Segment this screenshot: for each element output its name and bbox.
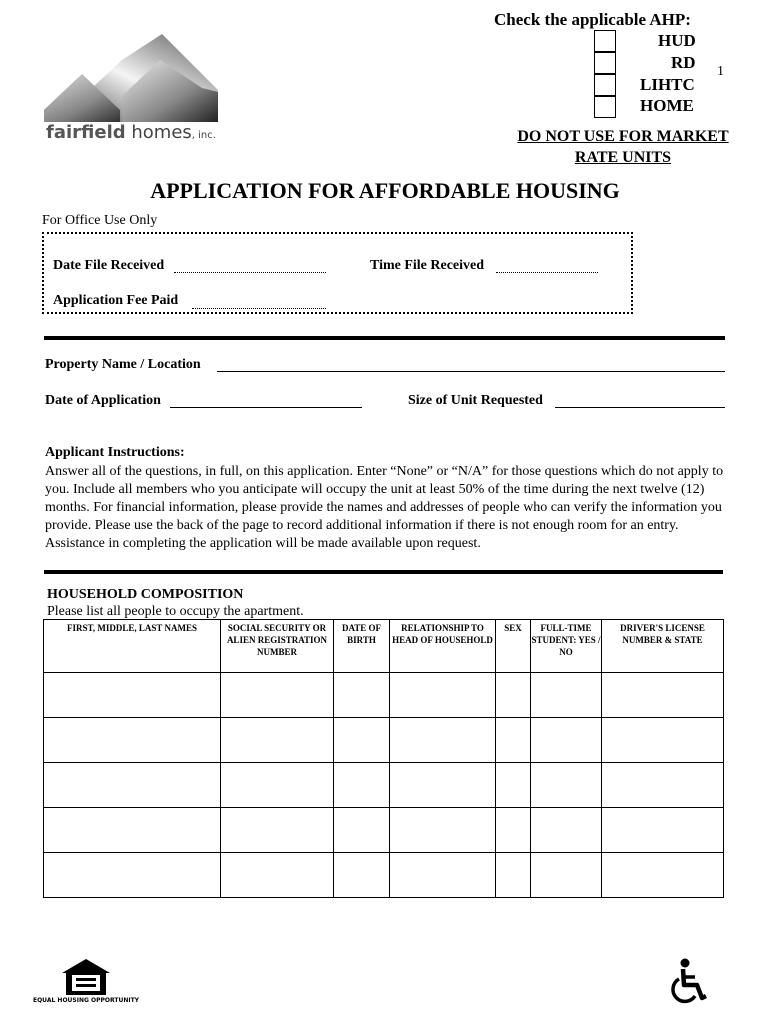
table-cell[interactable] (44, 763, 221, 808)
page-title: APPLICATION FOR AFFORDABLE HOUSING (150, 178, 620, 203)
table-row (44, 718, 724, 763)
date-of-application-field[interactable] (170, 407, 362, 408)
table-cell[interactable] (44, 718, 221, 763)
date-of-application-label: Date of Application (45, 393, 161, 408)
instructions-body: Answer all of the questions, in full, on this application. Enter “None” or “N/A” for those questions which do not apply to you. Include all members who you anticipate will occupy the unit at least 50% of the time during the next twelve (12) months. For financial information, please provide the names and addresses of people who can verify the information you provide. Please use the back of the page to record additional information if there is not enough room for an entry. Assistance in completing the application will be made available upon request. (45, 464, 724, 551)
column-header-license: DRIVER'S LICENSE NUMBER & STATE (602, 620, 724, 673)
table-cell[interactable] (221, 808, 334, 853)
table-cell[interactable] (390, 718, 496, 763)
table-cell[interactable] (390, 673, 496, 718)
table-cell[interactable] (496, 808, 531, 853)
table-cell[interactable] (602, 718, 724, 763)
table-cell[interactable] (390, 808, 496, 853)
office-use-heading: For Office Use Only (42, 213, 158, 228)
table-cell[interactable] (531, 763, 602, 808)
table-cell[interactable] (531, 673, 602, 718)
ahp-option-lihtc: LIHTC (640, 75, 695, 94)
table-cell[interactable] (334, 808, 390, 853)
table-cell[interactable] (531, 808, 602, 853)
table-cell[interactable] (602, 808, 724, 853)
ahp-title: Check the applicable AHP: (494, 10, 691, 29)
table-cell[interactable] (390, 853, 496, 898)
table-row (44, 853, 724, 898)
household-subtitle: Please list all people to occupy the apartment. (47, 604, 304, 619)
table-cell[interactable] (334, 718, 390, 763)
market-warning-line1: DO NOT USE FOR MARKET (517, 128, 729, 145)
ahp-option-hud: HUD (658, 31, 696, 50)
table-cell[interactable] (602, 763, 724, 808)
table-cell[interactable] (221, 673, 334, 718)
table-header-row (44, 620, 724, 673)
table-row (44, 808, 724, 853)
table-cell[interactable] (390, 763, 496, 808)
table-cell[interactable] (221, 718, 334, 763)
logo-brand-suffix: , inc. (191, 130, 216, 141)
column-header-relationship: RELATIONSHIP TO HEAD OF HOUSEHOLD (390, 620, 496, 673)
column-header-dob: DATE OF BIRTH (334, 620, 390, 673)
market-warning-line2: RATE UNITS (574, 149, 672, 166)
rd-checkbox[interactable] (594, 52, 616, 74)
application-fee-paid-label: Application Fee Paid (53, 293, 179, 308)
application-fee-paid-field[interactable] (192, 308, 326, 309)
household-table (43, 619, 724, 898)
date-file-received-label: Date File Received (53, 258, 165, 273)
hud-checkbox[interactable] (594, 30, 616, 52)
logo-wordmark (46, 122, 216, 143)
column-header-ssn: SOCIAL SECURITY OR ALIEN REGISTRATION NUMBER (221, 620, 334, 673)
table-cell[interactable] (496, 853, 531, 898)
column-header-names: FIRST, MIDDLE, LAST NAMES (44, 620, 221, 673)
time-file-received-field[interactable] (496, 272, 598, 273)
equal-housing-opportunity-icon (32, 957, 140, 1009)
page-number: 1 (717, 64, 724, 79)
logo-brand-light: homes (125, 122, 192, 143)
wheelchair-accessible-icon (668, 958, 708, 1006)
table-cell[interactable] (221, 853, 334, 898)
market-rate-warning (505, 126, 741, 168)
table-row (44, 673, 724, 718)
instructions-title: Applicant Instructions: (45, 445, 185, 460)
ahp-option-home: HOME (640, 96, 694, 115)
table-cell[interactable] (602, 673, 724, 718)
table-cell[interactable] (531, 853, 602, 898)
lihtc-checkbox[interactable] (594, 74, 616, 96)
time-file-received-label: Time File Received (370, 258, 485, 273)
date-file-received-field[interactable] (174, 272, 326, 273)
table-cell[interactable] (44, 808, 221, 853)
table-cell[interactable] (334, 853, 390, 898)
property-name-label: Property Name / Location (45, 357, 201, 372)
table-cell[interactable] (221, 763, 334, 808)
unit-size-field[interactable] (555, 407, 725, 408)
table-cell[interactable] (44, 853, 221, 898)
logo-brand-bold: fairfield (46, 122, 126, 143)
column-header-student: FULL-TIME STUDENT: YES / NO (531, 620, 602, 673)
table-cell[interactable] (334, 763, 390, 808)
household-title: HOUSEHOLD COMPOSITION (47, 587, 244, 602)
ahp-option-rd: RD (671, 53, 696, 72)
section-divider (44, 570, 723, 574)
table-cell[interactable] (44, 673, 221, 718)
table-cell[interactable] (496, 763, 531, 808)
table-cell[interactable] (531, 718, 602, 763)
table-cell[interactable] (602, 853, 724, 898)
column-header-sex: SEX (496, 620, 531, 673)
table-cell[interactable] (496, 673, 531, 718)
eho-caption: EQUAL HOUSING OPPORTUNITY (32, 997, 140, 1004)
home-checkbox[interactable] (594, 96, 616, 118)
section-divider (44, 336, 725, 340)
table-row (44, 763, 724, 808)
table-cell[interactable] (334, 673, 390, 718)
property-name-field[interactable] (217, 371, 725, 372)
unit-size-label: Size of Unit Requested (408, 393, 543, 408)
table-cell[interactable] (496, 718, 531, 763)
